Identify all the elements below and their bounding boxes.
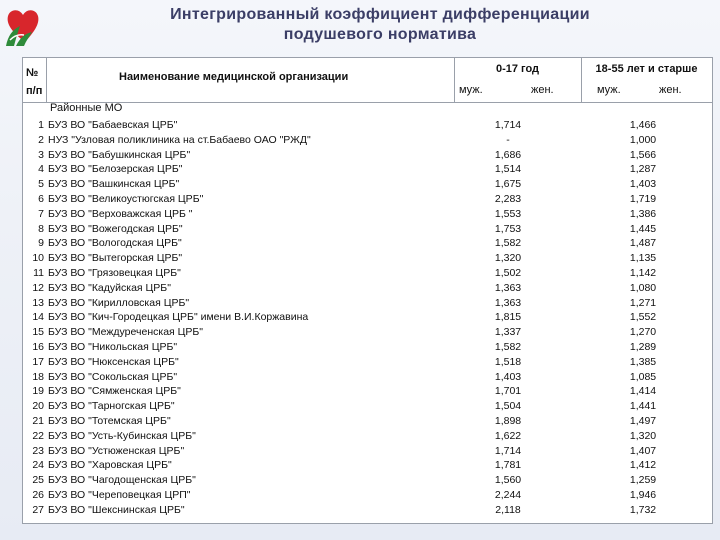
header-divider xyxy=(23,102,712,103)
table-row xyxy=(23,236,712,251)
org-name-cell: БУЗ ВО "Тотемская ЦРБ" xyxy=(48,414,171,427)
org-name-cell: БУЗ ВО "Кич-Городецкая ЦРБ" имени В.И.Коржавина xyxy=(48,311,309,324)
coef-18-55-cell: 1,385 xyxy=(629,355,657,368)
coef-18-55-cell: 1,320 xyxy=(629,429,657,442)
coef-18-55-cell: 1,386 xyxy=(629,207,657,220)
row-number: 23 xyxy=(32,444,44,457)
org-name-cell: БУЗ ВО "Череповецкая ЦРП" xyxy=(48,488,191,501)
coef-18-55-cell: 1,271 xyxy=(629,296,657,309)
coef-18-55-cell: 1,142 xyxy=(629,266,657,279)
table-row xyxy=(23,281,712,296)
row-number: 25 xyxy=(32,474,44,487)
org-name-cell: БУЗ ВО "Чагодощенская ЦРБ" xyxy=(48,474,196,487)
table-row xyxy=(23,222,712,237)
coef-18-55-cell: 1,000 xyxy=(629,133,657,146)
header-male-1: муж. xyxy=(459,84,483,96)
org-name-cell: БУЗ ВО "Никольская ЦРБ" xyxy=(48,340,178,353)
coef-0-17-cell: 1,504 xyxy=(494,400,522,413)
header-female-1: жен. xyxy=(531,84,554,96)
table-body xyxy=(23,118,712,518)
table-row xyxy=(23,325,712,340)
coef-18-55-cell: 1,946 xyxy=(629,488,657,501)
coef-0-17-cell: 1,781 xyxy=(494,459,522,472)
coef-0-17-cell: 1,686 xyxy=(494,148,522,161)
org-name-cell: БУЗ ВО "Бабаевская ЦРБ" xyxy=(48,119,178,131)
org-name-cell: БУЗ ВО "Тарногская ЦРБ" xyxy=(48,400,175,413)
row-number: 12 xyxy=(32,281,44,294)
coef-0-17-cell: 1,514 xyxy=(494,163,522,176)
row-number: 16 xyxy=(32,340,44,353)
table-row xyxy=(23,310,712,325)
table-row xyxy=(23,251,712,266)
coef-0-17-cell: 1,560 xyxy=(494,474,522,487)
org-name-cell: БУЗ ВО "Вытегорская ЦРБ" xyxy=(48,252,183,265)
org-name-cell: БУЗ ВО "Сямженская ЦРБ" xyxy=(48,385,181,398)
table-row xyxy=(23,133,712,148)
org-name-cell: НУЗ "Узловая поликлиника на ст.Бабаево ОАО "РЖД" xyxy=(48,133,311,146)
row-number: 3 xyxy=(38,148,44,161)
row-number: 18 xyxy=(32,370,44,383)
coef-0-17-cell: 1,582 xyxy=(494,237,522,250)
table-row xyxy=(23,355,712,370)
table-row xyxy=(23,296,712,311)
coef-18-55-cell: 1,719 xyxy=(629,192,657,205)
heart-hands-logo xyxy=(2,2,48,48)
coef-0-17-cell: 1,753 xyxy=(494,222,522,235)
row-number: 26 xyxy=(32,488,44,501)
table-row xyxy=(23,414,712,429)
row-number: 7 xyxy=(38,207,44,220)
org-name-cell: БУЗ ВО "Вологодская ЦРБ" xyxy=(48,237,182,250)
section-label: Районные МО xyxy=(50,102,123,114)
row-number: 20 xyxy=(32,400,44,413)
title-line-1: Интегрированный коэффициент дифференциации xyxy=(170,6,590,23)
row-number: 2 xyxy=(38,133,44,146)
row-number: 9 xyxy=(38,237,44,250)
coef-0-17-cell: 1,337 xyxy=(494,326,522,339)
table-row xyxy=(23,399,712,414)
row-number: 15 xyxy=(32,326,44,339)
coef-18-55-cell: 1,445 xyxy=(629,222,657,235)
table-row xyxy=(23,503,712,518)
header-num: № xyxy=(26,67,39,79)
coef-18-55-cell: 1,552 xyxy=(629,311,657,324)
coef-0-17-cell: - xyxy=(506,133,510,146)
org-name-cell: БУЗ ВО "Усть-Кубинская ЦРБ" xyxy=(48,429,196,442)
header-female-2: жен. xyxy=(659,84,682,96)
coef-18-55-cell: 1,497 xyxy=(629,414,657,427)
coef-0-17-cell: 1,582 xyxy=(494,340,522,353)
coef-0-17-cell: 1,622 xyxy=(494,429,522,442)
org-name-cell: БУЗ ВО "Сокольская ЦРБ" xyxy=(48,370,178,383)
row-number: 1 xyxy=(38,119,44,131)
coef-0-17-cell: 1,363 xyxy=(494,281,522,294)
row-number: 21 xyxy=(32,414,44,427)
coef-18-55-cell: 1,135 xyxy=(629,252,657,265)
row-number: 27 xyxy=(32,503,44,516)
org-name-cell: БУЗ ВО "Грязовецкая ЦРБ" xyxy=(48,266,181,279)
header-group-18-55: 18-55 лет и старше xyxy=(595,63,698,75)
coef-18-55-cell: 1,407 xyxy=(629,444,657,457)
coef-0-17-cell: 1,502 xyxy=(494,266,522,279)
coef-18-55-cell: 1,080 xyxy=(629,281,657,294)
org-name-cell: БУЗ ВО "Бабушкинская ЦРБ" xyxy=(48,148,191,161)
org-name-cell: БУЗ ВО "Великоустюгская ЦРБ" xyxy=(48,192,204,205)
org-name-cell: БУЗ ВО "Междуреченская ЦРБ" xyxy=(48,326,204,339)
col-divider xyxy=(46,58,47,102)
coef-18-55-cell: 1,412 xyxy=(629,459,657,472)
coef-0-17-cell: 1,714 xyxy=(494,444,522,457)
table-row xyxy=(23,118,712,133)
coef-18-55-cell: 1,466 xyxy=(629,119,657,131)
coef-18-55-cell: 1,732 xyxy=(629,503,657,516)
coef-0-17-cell: 1,553 xyxy=(494,207,522,220)
coef-0-17-cell: 1,675 xyxy=(494,178,522,191)
coef-0-17-cell: 1,815 xyxy=(494,311,522,324)
coef-18-55-cell: 1,414 xyxy=(629,385,657,398)
table-row xyxy=(23,266,712,281)
page-title xyxy=(60,5,700,45)
row-number: 14 xyxy=(32,311,44,324)
org-name-cell: БУЗ ВО "Нюксенская ЦРБ" xyxy=(48,355,179,368)
org-name-cell: БУЗ ВО "Устюженская ЦРБ" xyxy=(48,444,185,457)
row-number: 19 xyxy=(32,385,44,398)
coef-0-17-cell: 1,701 xyxy=(494,385,522,398)
header-male-2: муж. xyxy=(597,84,621,96)
table-row xyxy=(23,384,712,399)
coef-18-55-cell: 1,487 xyxy=(629,237,657,250)
coefficients-table xyxy=(22,57,713,524)
coef-18-55-cell: 1,289 xyxy=(629,340,657,353)
table-row xyxy=(23,177,712,192)
table-row xyxy=(23,444,712,459)
coef-0-17-cell: 1,518 xyxy=(494,355,522,368)
row-number: 24 xyxy=(32,459,44,472)
org-name-cell: БУЗ ВО "Белозерская ЦРБ" xyxy=(48,163,183,176)
coef-0-17-cell: 1,898 xyxy=(494,414,522,427)
coef-0-17-cell: 2,118 xyxy=(495,503,521,516)
table-row xyxy=(23,192,712,207)
coef-18-55-cell: 1,270 xyxy=(629,326,657,339)
org-name-cell: БУЗ ВО "Вожегодская ЦРБ" xyxy=(48,222,183,235)
org-name-cell: БУЗ ВО "Вашкинская ЦРБ" xyxy=(48,178,180,191)
row-number: 11 xyxy=(33,266,44,279)
table-row xyxy=(23,370,712,385)
table-row xyxy=(23,429,712,444)
coef-0-17-cell: 1,363 xyxy=(494,296,522,309)
header-org-name: Наименование медицинской организации xyxy=(119,71,349,83)
row-number: 22 xyxy=(32,429,44,442)
header-num-sub: п/п xyxy=(26,85,43,97)
row-number: 8 xyxy=(38,222,44,235)
coef-18-55-cell: 1,566 xyxy=(629,148,657,161)
row-number: 4 xyxy=(38,163,44,176)
coef-0-17-cell: 2,283 xyxy=(494,192,522,205)
coef-18-55-cell: 1,441 xyxy=(629,400,657,413)
row-number: 13 xyxy=(32,296,44,309)
row-number: 10 xyxy=(32,252,44,265)
row-number: 17 xyxy=(32,355,44,368)
row-number: 5 xyxy=(38,178,44,191)
org-name-cell: БУЗ ВО "Верховажская ЦРБ " xyxy=(48,207,193,220)
table-row xyxy=(23,458,712,473)
table-row xyxy=(23,207,712,222)
org-name-cell: БУЗ ВО "Шекснинская ЦРБ" xyxy=(48,503,185,516)
coef-0-17-cell: 1,714 xyxy=(494,119,522,131)
coef-0-17-cell: 1,320 xyxy=(494,252,522,265)
org-name-cell: БУЗ ВО "Кирилловская ЦРБ" xyxy=(48,296,190,309)
title-line-2: подушевого норматива xyxy=(283,26,477,43)
org-name-cell: БУЗ ВО "Кадуйская ЦРБ" xyxy=(48,281,171,294)
table-row xyxy=(23,488,712,503)
coef-18-55-cell: 1,287 xyxy=(629,163,657,176)
table-row xyxy=(23,340,712,355)
row-number: 6 xyxy=(38,192,44,205)
header-group-0-17: 0-17 год xyxy=(495,63,540,75)
table-row xyxy=(23,473,712,488)
coef-0-17-cell: 2,244 xyxy=(494,488,522,501)
coef-18-55-cell: 1,403 xyxy=(629,178,657,191)
table-row xyxy=(23,148,712,163)
coef-18-55-cell: 1,259 xyxy=(629,474,657,487)
coef-0-17-cell: 1,403 xyxy=(494,370,522,383)
org-name-cell: БУЗ ВО "Харовская ЦРБ" xyxy=(48,459,172,472)
table-row xyxy=(23,162,712,177)
coef-18-55-cell: 1,085 xyxy=(629,370,657,383)
